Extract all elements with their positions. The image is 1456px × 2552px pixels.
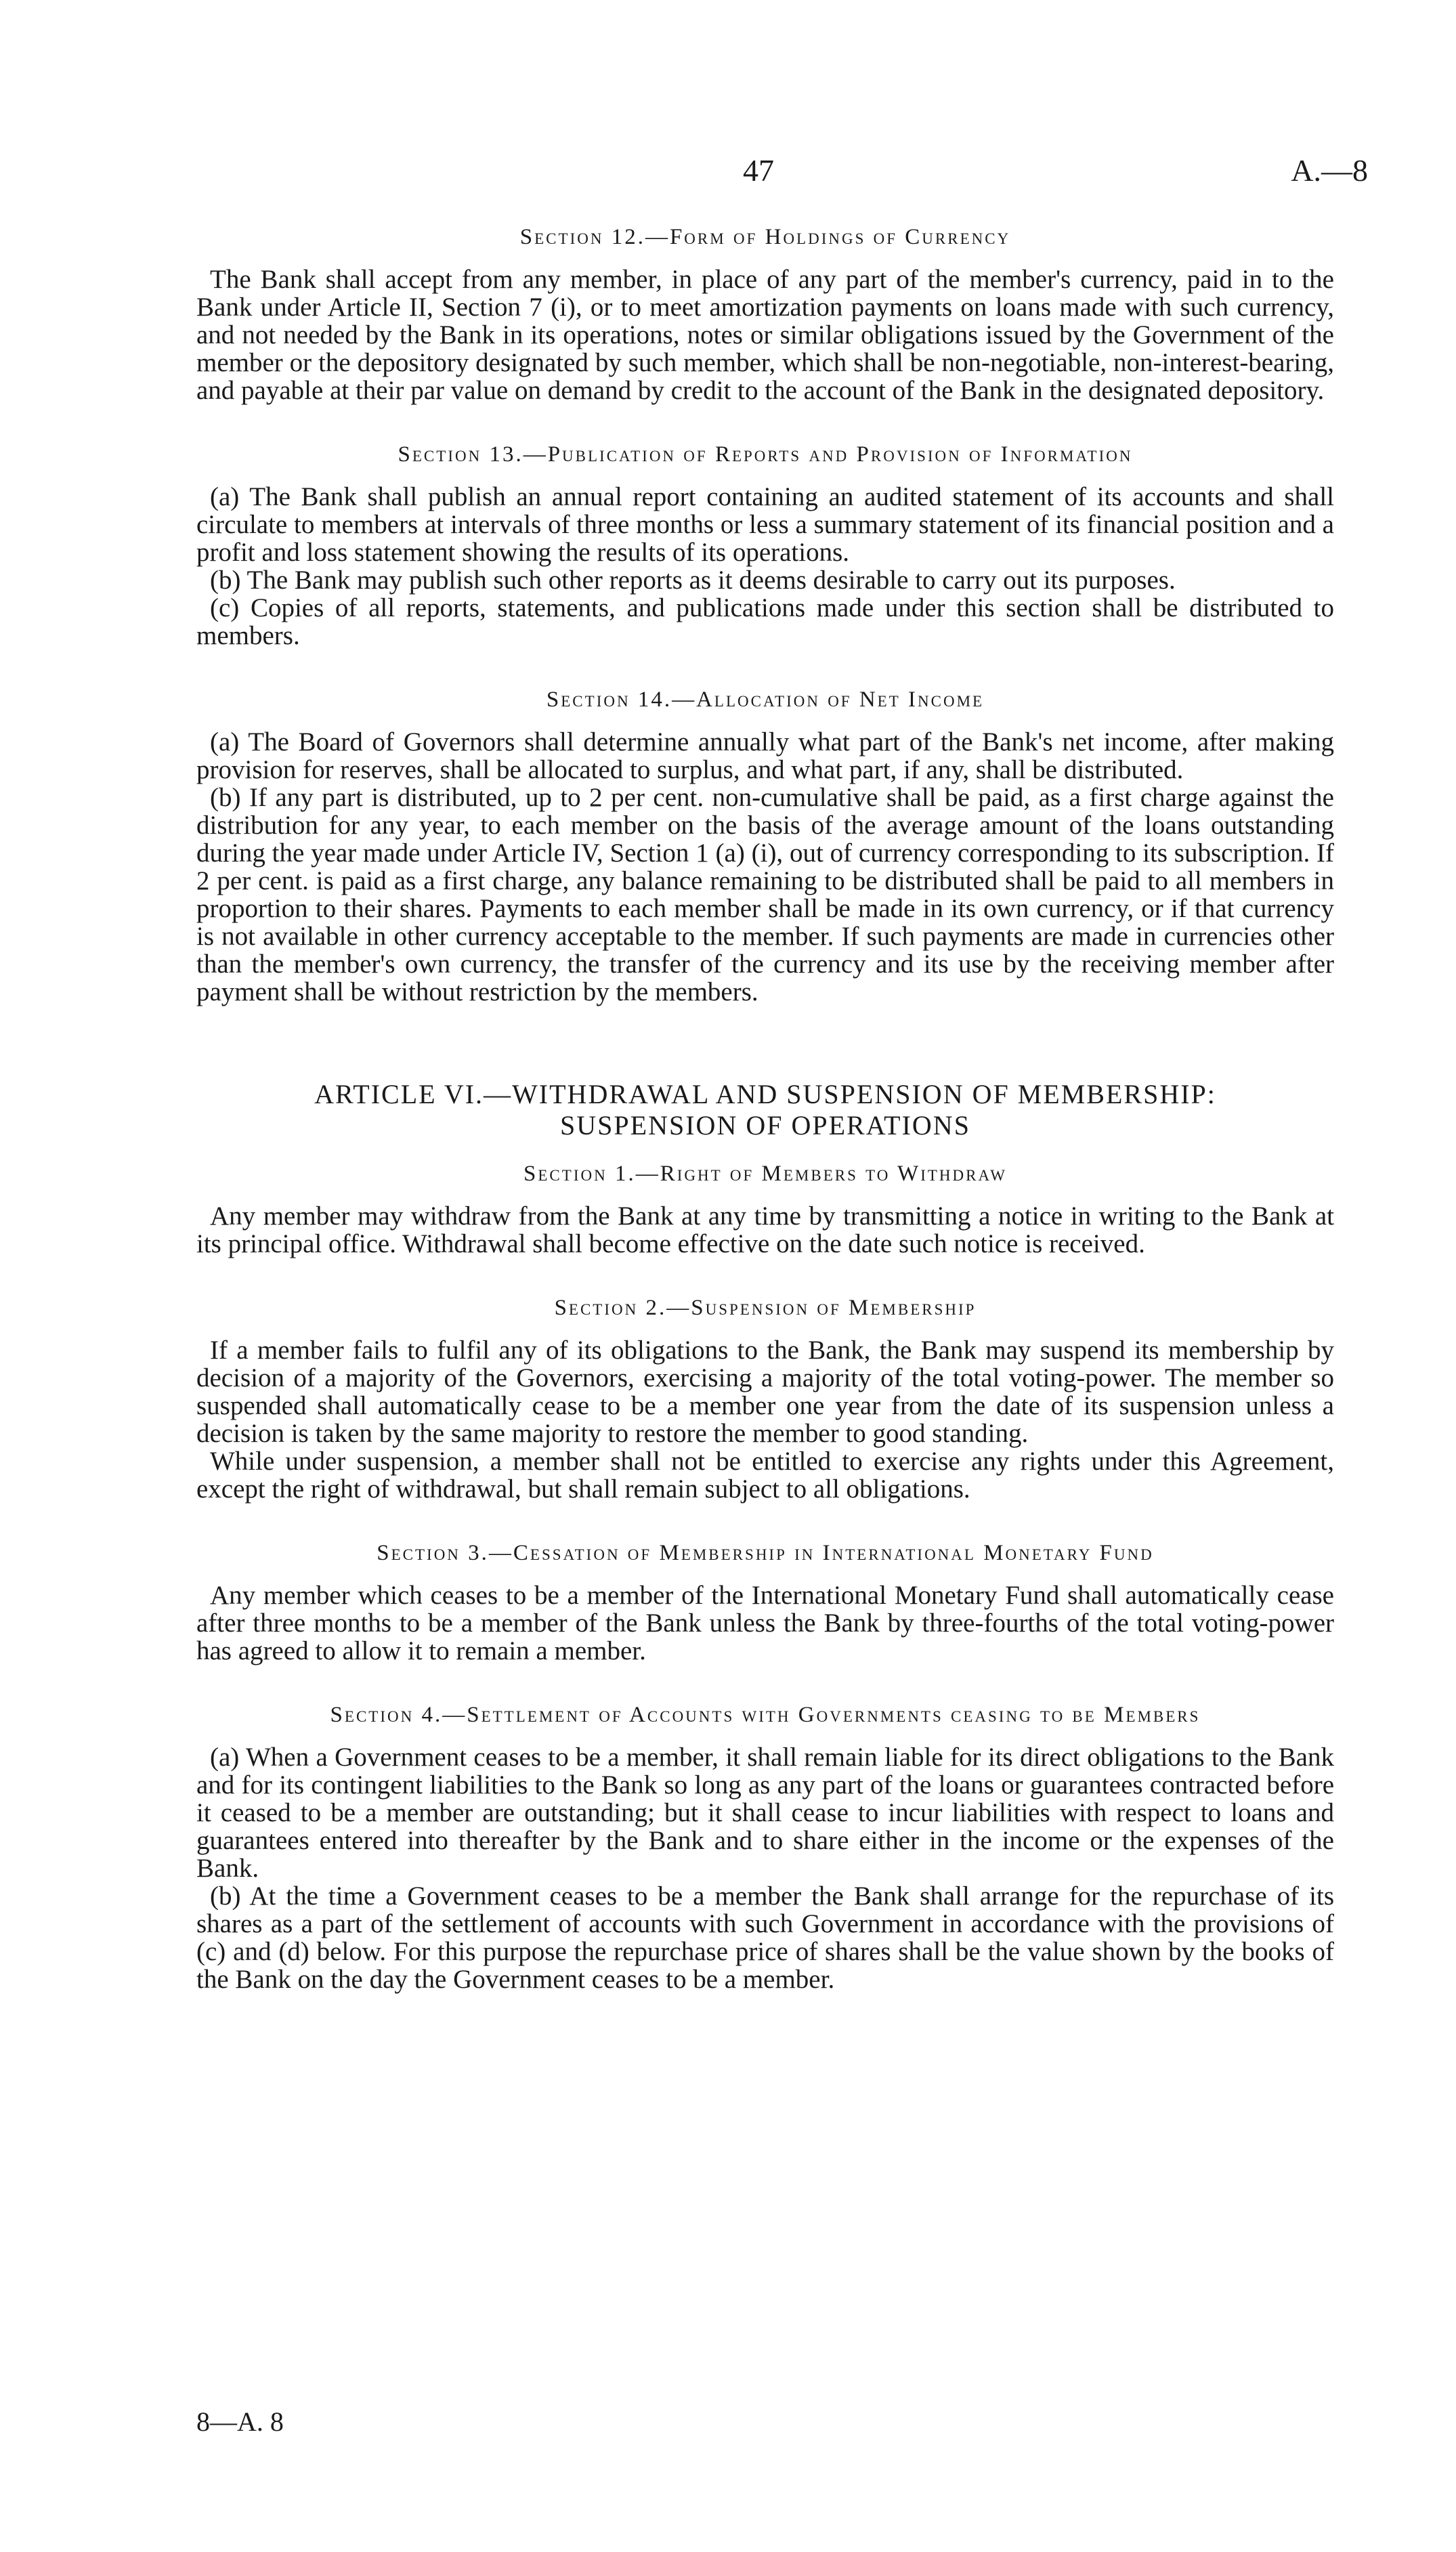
section-heading: Section 1.—Right of Members to Withdraw [523,1162,1007,1186]
paragraph: Any member which ceases to be a member of the International Monetary Fund shall automatically cease after three months to be a member of the Bank unless the Bank by three-fourths of the total voting-power has agreed to allow it to remain a member. [196,1581,1334,1665]
paragraph: (a) The Board of Governors shall determine annually what part of the Bank's net income, after making provision for reserves, shall be allocated to surplus, and what part, if any, shall be distributed. [196,727,1334,784]
paragraph: The Bank shall accept from any member, in place of any part of the member's currency, paid in to the Bank under Article II, Section 7 (i), or to meet amortization payments on loans made with such currency, and not needed by the Bank in its operations, notes or similar obligations issued by the Government of the member or the depository designated by such member, which shall be non-negotiable, non-interest-bearing, and payable at their par value on demand by credit to the account of the Bank in the designated depository. [196,265,1334,405]
section-13 [196,440,1334,650]
section-heading: Section 13.—Publication of Reports and Provision of Information [398,442,1133,467]
paragraph: (a) When a Government ceases to be a member, it shall remain liable for its direct obligations to the Bank and for its contingent liabilities to the Bank so long as any part of the loans or guarantees contracted before it ceased to be a member are outstanding; but it shall cease to incur liabilities with respect to loans and guarantees entered into thereafter by the Bank and to share either in the income or the expenses of the Bank. [196,1743,1334,1883]
paragraph: If a member fails to fulfil any of its obligations to the Bank, the Bank may suspend its membership by decision of a majority of the Governors, exercising a majority of the total voting-power. The member so suspended shall automatically cease to be a member one year from the date of its suspension unless a decision is taken by the same majority to restore the member to good standing. [196,1336,1334,1448]
section-heading: Section 4.—Settlement of Accounts with Governments ceasing to be Members [330,1703,1201,1727]
paragraph: (b) The Bank may publish such other reports as it deems desirable to carry out its purposes. [210,566,1176,595]
section-heading: Section 12.—Form of Holdings of Currency [519,225,1011,249]
section-heading: Section 3.—Cessation of Membership in International Monetary Fund [377,1541,1154,1565]
paragraph: (b) At the time a Government ceases to be a member the Bank shall arrange for the repurchase of its shares as a part of the settlement of accounts with such Government in accordance with the provisions of (c) and (d) below. For this purpose the repurchase price of shares shall be the value shown by the books of the Bank on the day the Government ceases to be a member. [196,1881,1334,1994]
paragraph: Any member may withdraw from the Bank at any time by transmitting a notice in writing to the Bank at its principal office. Withdrawal shall become effective on the date such notice is received. [196,1201,1334,1258]
paragraph: (b) If any part is distributed, up to 2 per cent. non-cumulative shall be paid, as a first charge against the distribution for any year, to each member on the basis of the average amount of the loans outstanding during the year made under Article IV, Section 1 (a) (i), out of currency corresponding to its subscription. If 2 per cent. is paid as a first charge, any balance remaining to be distributed shall be paid to all members in proportion to their shares. Payments to each member shall be made in its own currency, or if that currency is not available in other currency acceptable to the member. If such payments are made in currencies other than the member's own currency, the transfer of the currency and its use by the receiving member after payment shall be without restriction by the members. [196,783,1334,1006]
footer-label: 8—A. 8 [196,2406,284,2437]
paragraph: (a) The Bank shall publish an annual report containing an audited statement of its accounts and shall circulate to members at intervals of three months or less a summary statement of its financial position and a profit and loss statement showing the results of its operations. [196,482,1334,567]
section-heading: Section 2.—Suspension of Membership [554,1296,977,1320]
article-section-1 [196,1159,1334,1258]
section-12 [196,222,1334,404]
page-number: 47 [743,153,774,188]
section-heading: Section 14.—Allocation of Net Income [546,687,985,712]
article-section-2 [196,1293,1334,1503]
document-reference: A.—8 [1291,153,1368,188]
paragraph: (c) Copies of all reports, statements, and publications made under this section shall be distributed to members. [196,593,1334,650]
article-section-4 [196,1700,1334,1993]
article-title [196,1079,1334,1141]
article-section-3 [196,1538,1334,1665]
article-title-line-1: ARTICLE VI.—WITHDRAWAL AND SUSPENSION OF MEMBERSHIP: [314,1079,1216,1109]
section-14 [196,685,1334,1006]
paragraph: While under suspension, a member shall not be entitled to exercise any rights under this Agreement, except the right of withdrawal, but shall remain subject to all obligations. [196,1447,1334,1504]
page-body [196,222,1334,2028]
article-title-line-2: SUSPENSION OF OPERATIONS [560,1110,970,1141]
